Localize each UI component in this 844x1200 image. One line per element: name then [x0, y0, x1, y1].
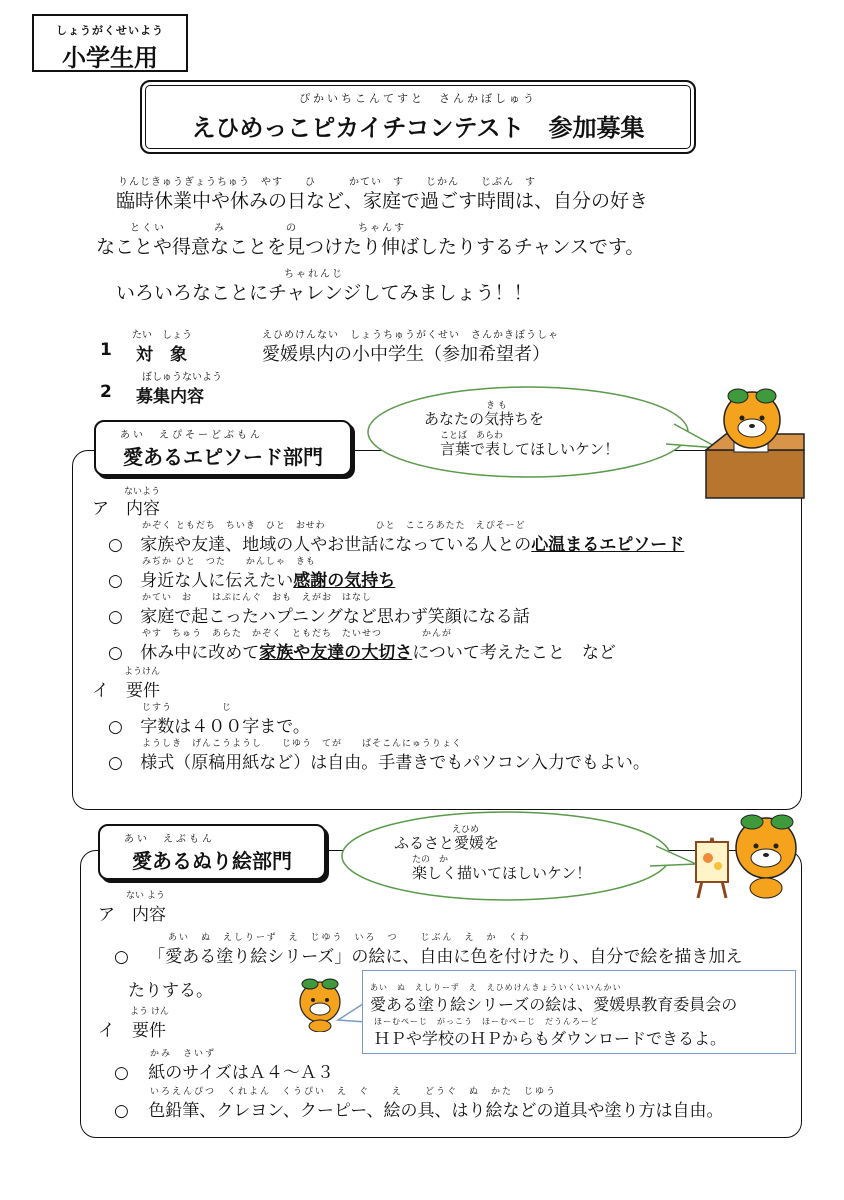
intro-line3: いろいろなことにチャレンジしてみましょう！！ [116, 282, 533, 304]
intro-line2: なことや得意なことを見つけたり伸ばしたりするチャンスです。 [96, 236, 645, 258]
episode-req1-text: 字数は４００字まで。 [140, 717, 310, 737]
section2-label-ruby: ぼしゅうないよう [142, 372, 222, 383]
nurie-item1-ruby: あい ぬ えしりーず え じゆう いろ つ じぶん え か くわ [168, 933, 531, 943]
nurie-req1 [114, 1058, 334, 1083]
grade-tag-label: 小学生用 [62, 44, 158, 72]
episode-label-ruby: あい えぴそーどぶもん [120, 430, 263, 441]
nurie-item1-text: 「愛ある塗り絵シリーズ」の絵に、自由に色を付けたり、自分で絵を描き加え [148, 947, 743, 967]
episode-item1-text: 家族や友達、地域の人やお世話になっている人との [140, 535, 532, 555]
note-line2: ＨＰや学校のＨＰからもダウンロードできるよ。 [374, 1029, 727, 1048]
section1-label-ruby: たい しょう [132, 330, 192, 341]
episode-item1-ruby: かぞく ともだち ちいき ひと おせわ ひと こころあたた えぴそーど [142, 521, 526, 531]
episode-content-head: ア 内容 [92, 499, 160, 519]
episode-item1 [108, 530, 684, 555]
nurie-req-ruby: よう けん [130, 1007, 169, 1017]
section1-value-ruby: えひめけんない しょうちゅうがくせい さんかきぼうしゃ [262, 330, 559, 341]
intro-line2-ruby: とくい み の ちゃんす [130, 223, 406, 234]
episode-bubble-line1: あなたの気持ちを [424, 410, 545, 428]
episode-content-ruby: ないよう [124, 487, 161, 497]
nurie-req1-text: 紙のサイズはＡ４～Ａ３ [148, 1063, 334, 1083]
episode-speech-bubble [366, 384, 726, 484]
nurie-req-head: イ 要件 [98, 1021, 166, 1041]
episode-item3-text: 家庭で起こったハプニングなど思わず笑顔になる話 [140, 607, 530, 627]
section1-label: 対 象 [136, 345, 187, 365]
episode-item2-emphasis: 感謝の気持ち [293, 571, 396, 591]
episode-item4 [108, 638, 616, 663]
episode-req-ruby: ようけん [124, 667, 161, 677]
bullet: ○ [108, 717, 123, 737]
nurie-speech-bubble [340, 808, 700, 908]
nurie-bubble-ruby1: えひめ [452, 825, 480, 835]
bullet: ○ [108, 535, 123, 555]
nurie-req2 [114, 1096, 724, 1121]
page-title: えひめっこピカイチコンテスト 参加募集 [191, 114, 645, 142]
bullet: ○ [108, 643, 123, 663]
episode-item2-text: 身近な人に伝えたい [140, 571, 294, 591]
episode-item2-ruby: みぢか ひと つた かんしゃ きも [142, 557, 316, 567]
episode-bubble-ruby1: き も [486, 401, 507, 411]
episode-item4-post: について考えたこと など [412, 643, 616, 663]
episode-req2 [108, 748, 650, 773]
bullet: ○ [108, 571, 123, 591]
episode-req2-ruby: ようしき げんこうようし じゆう てが ぱそこんにゅうりょく [142, 739, 462, 749]
nurie-bubble-line1: ふるさと愛媛を [394, 834, 500, 852]
section1-value: 愛媛県内の小中学生（参加希望者） [262, 344, 550, 365]
section1-num: 1 [100, 340, 112, 360]
episode-req1 [108, 712, 310, 737]
section2-num: 2 [100, 382, 112, 402]
nurie-label-ruby: あい えぶもん [124, 834, 215, 845]
episode-req1-ruby: じすう じ [142, 703, 233, 713]
episode-label: 愛あるエピソード部門 [123, 445, 323, 469]
episode-req-head: イ 要件 [92, 681, 160, 701]
nurie-content-ruby: ない よう [126, 891, 165, 901]
section2-label: 募集内容 [136, 387, 204, 407]
episode-item1-emphasis: 心温まるエピソード [531, 535, 685, 555]
nurie-bubble-line2: 楽しく描いてほしいケン！ [412, 864, 592, 882]
nurie-item1 [114, 942, 742, 967]
intro-line1-ruby: りんじきゅうぎょうちゅう やす ひ かてい す じかん じぶん す [118, 177, 536, 188]
mascot-painting-icon [690, 808, 810, 900]
note-ruby1: あい ぬ えしりーず え えひめけんきょういくいいんかい [370, 983, 622, 992]
episode-item2 [108, 566, 395, 591]
bullet: ○ [114, 947, 129, 967]
intro-line3-ruby: ちゃれんじ [284, 269, 344, 280]
bullet: ○ [108, 607, 123, 627]
mascot-writing-icon [704, 384, 808, 500]
bullet: ○ [114, 1063, 129, 1083]
page-title-ruby: ぴかいちこんてすと さんかぼしゅう [299, 92, 537, 105]
note-ruby2: ほーむぺーじ がっこう ほーむぺーじ だうんろーど [374, 1017, 599, 1026]
bullet: ○ [108, 753, 123, 773]
intro-line1: 臨時休業中や休みの日など、家庭で過ごす時間は、自分の好き [116, 190, 649, 212]
nurie-category-label [98, 824, 326, 880]
episode-bubble-line2: 言葉で表してほしいケン！ [440, 440, 620, 458]
grade-tag-ruby: しょうがくせいよう [56, 24, 164, 37]
bullet: ○ [114, 1101, 129, 1121]
nurie-req2-ruby: いろえんぴつ くれよん くうぴい え ぐ え どうぐ ぬ かた じゆう [150, 1087, 558, 1097]
episode-item4-text: 休み中に改めて [140, 643, 260, 663]
episode-item3 [108, 602, 530, 627]
nurie-bubble-ruby2: たの か [412, 855, 449, 865]
grade-tag [32, 14, 188, 72]
nurie-item1-cont: たりする。 [128, 981, 213, 1001]
episode-item4-ruby: やす ちゅう あらた かぞく ともだち たいせつ かんが [142, 629, 453, 639]
episode-req2-text: 様式（原稿用紙など）は自由。手書きでもパソコン入力でもよい。 [140, 753, 650, 773]
page-title-box [140, 80, 696, 154]
episode-item3-ruby: かてい お はぷにんぐ おも えがお はなし [142, 593, 373, 603]
nurie-label: 愛あるぬり絵部門 [132, 849, 292, 873]
nurie-content-head: ア 内容 [98, 905, 166, 925]
note-line1: 愛ある塗り絵シリーズの絵は、愛媛県教育委員会の [370, 995, 738, 1014]
nurie-req1-ruby: かみ さいず [150, 1049, 217, 1059]
episode-bubble-ruby2: ことば あらわ [440, 431, 504, 441]
episode-category-label [94, 420, 352, 476]
episode-item4-emphasis: 家族や友達の大切さ [259, 643, 413, 663]
nurie-req2-text: 色鉛筆、クレヨン、クーピー、絵の具、はり絵などの道具や塗り方は自由。 [148, 1101, 724, 1121]
